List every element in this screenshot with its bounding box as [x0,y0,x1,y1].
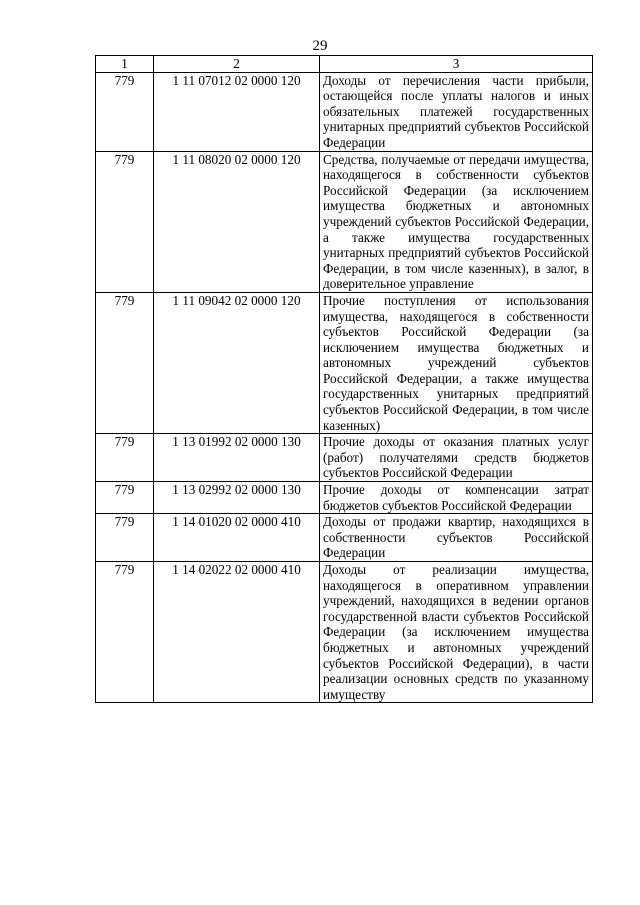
table-row [96,292,593,433]
table-row [96,482,593,514]
kbk-code-cell: 1 11 08020 02 0000 120 [154,151,320,292]
kbk-code-cell: 1 11 07012 02 0000 120 [154,72,320,151]
description-cell: Средства, получаемые от передачи имущества, находящегося в собственности субъектов Российской Федерации (за исключением имущества бюджетных и автономных учреждений субъектов Российской Федерации, а также имущества государственных унитарных предприятий субъектов Российской Федерации, в том числе казенных), в залог, в доверительное управление [320,151,593,292]
admin-code-cell: 779 [96,562,154,703]
table-row [96,434,593,482]
revenue-codes-table [95,55,593,703]
column-header-1: 1 [96,56,154,73]
kbk-code-cell: 1 14 01020 02 0000 410 [154,514,320,562]
column-header-2: 2 [154,56,320,73]
admin-code-cell: 779 [96,514,154,562]
admin-code-cell: 779 [96,482,154,514]
table-row [96,514,593,562]
page-number: 29 [312,38,328,54]
kbk-code-cell: 1 11 09042 02 0000 120 [154,292,320,433]
table-row [96,151,593,292]
table-row [96,72,593,151]
admin-code-cell: 779 [96,151,154,292]
description-cell: Доходы от продажи квартир, находящихся в собственности субъектов Российской Федерации [320,514,593,562]
table-header-row [96,56,593,73]
kbk-code-cell: 1 13 01992 02 0000 130 [154,434,320,482]
description-cell: Прочие доходы от оказания платных услуг (работ) получателями средств бюджетов субъектов Российской Федерации [320,434,593,482]
admin-code-cell: 779 [96,72,154,151]
admin-code-cell: 779 [96,434,154,482]
description-cell: Прочие доходы от компенсации затрат бюджетов субъектов Российской Федерации [320,482,593,514]
admin-code-cell: 779 [96,292,154,433]
description-cell: Доходы от реализации имущества, находящегося в оперативном управлении учреждений, находящихся в ведении органов государственной власти субъектов Российской Федерации (за исключением имущества бюджетных и автономных учреждений субъектов Российской Федерации), в части реализации основных средств по указанному имуществу [320,562,593,703]
description-cell: Доходы от перечисления части прибыли, остающейся после уплаты налогов и иных обязательных платежей государственных унитарных предприятий субъектов Российской Федерации [320,72,593,151]
description-cell: Прочие поступления от использования имущества, находящегося в собственности субъектов Российской Федерации (за исключением имущества бюджетных и автономных учреждений субъектов Российской Федерации, а также имущества государственных унитарных предприятий субъектов Российской Федерации, в том числе казенных) [320,292,593,433]
column-header-3: 3 [320,56,593,73]
kbk-code-cell: 1 13 02992 02 0000 130 [154,482,320,514]
table-row [96,562,593,703]
kbk-code-cell: 1 14 02022 02 0000 410 [154,562,320,703]
